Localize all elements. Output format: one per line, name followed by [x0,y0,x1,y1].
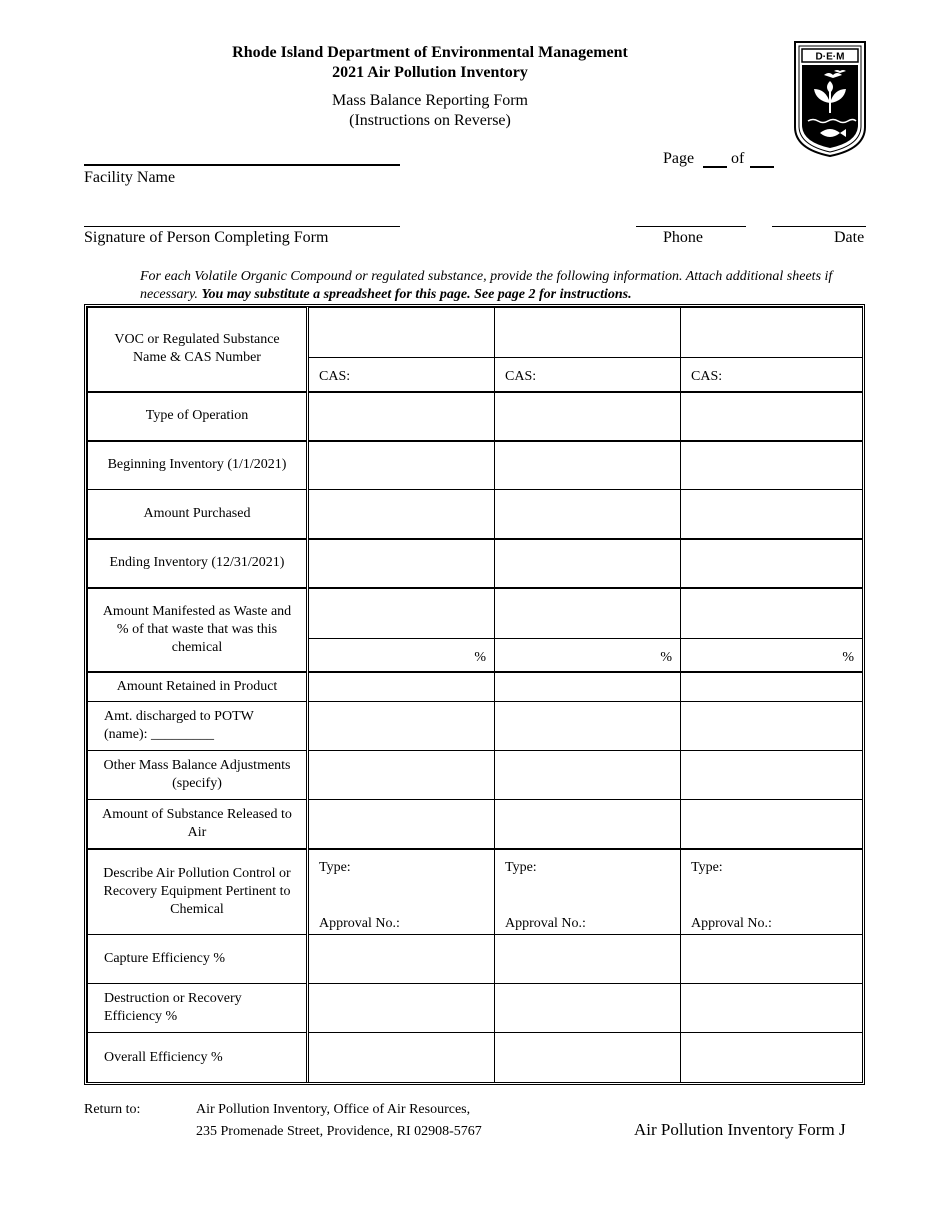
page-number-field[interactable] [703,166,727,168]
instructions-bold: You may substitute a spreadsheet for this page. See page 2 for instructions. [201,287,632,302]
inventory-title: 2021 Air Pollution Inventory [332,64,528,81]
entry-cell[interactable] [495,392,681,441]
cas-label: CAS: [505,369,537,384]
page-label: Page [663,150,695,167]
header-title-block [150,43,710,83]
facility-name-label: Facility Name [84,169,176,186]
signature-label: Signature of Person Completing Form [84,229,329,246]
entry-cell[interactable] [308,935,495,984]
table-row [88,751,863,800]
row-label-cell [88,441,308,490]
name-field[interactable] [681,308,862,358]
entry-cell[interactable] [308,800,495,849]
entry-cell[interactable] [308,392,495,441]
row-label-cell [88,1033,308,1083]
entry-cell[interactable] [681,751,863,800]
entry-cell[interactable] [308,441,495,490]
type-label: Type: [505,859,537,875]
type-label: Type: [691,859,723,875]
row-label: Other Mass Balance Adjustments (specify) [103,758,291,791]
entry-cell[interactable] [681,392,863,441]
entry-cell[interactable] [495,800,681,849]
waste-amount-field[interactable] [309,589,494,639]
phone-label: Phone [663,229,703,246]
entry-cell[interactable] [495,588,681,672]
return-to-label: Return to: [84,1102,141,1117]
entry-cell[interactable] [495,935,681,984]
page-total-field[interactable] [750,166,774,168]
entry-cell[interactable] [681,800,863,849]
entry-cell[interactable] [681,672,863,702]
table-row [88,702,863,751]
entry-cell[interactable] [681,308,863,392]
return-address [196,1099,482,1143]
row-label-cell [88,800,308,849]
entry-cell[interactable] [495,702,681,751]
approval-label: Approval No.: [691,915,772,931]
date-label: Date [834,229,865,246]
entry-cell[interactable] [681,702,863,751]
mass-balance-table [84,304,865,1085]
row-label: Amount Retained in Product [116,678,278,694]
name-field[interactable] [309,308,494,358]
agency-name: Rhode Island Department of Environmental Management [232,44,628,61]
table-row [88,1033,863,1083]
entry-cell[interactable] [681,441,863,490]
approval-label: Approval No.: [505,915,586,931]
table-row [88,800,863,849]
percent-label: % [474,649,486,665]
row-label-cell [88,849,308,935]
table-row [88,849,863,935]
entry-cell[interactable] [308,1033,495,1083]
instructions-italic: For each Volatile Organic Compound or regulated substance, provide the following information. Attach additional sheets if necessary. [140,269,833,302]
entry-cell[interactable] [495,849,681,935]
entry-cell[interactable] [681,539,863,588]
form-name: Air Pollution Inventory Form J [634,1120,846,1139]
form-note: (Instructions on Reverse) [349,112,511,129]
entry-cell[interactable] [308,672,495,702]
entry-cell[interactable] [495,490,681,539]
table-row [88,984,863,1033]
row-label-cell [88,588,308,672]
instructions-text [140,268,870,304]
entry-cell[interactable] [681,849,863,935]
row-label-cell [88,984,308,1033]
row-label: Amt. discharged to POTW (name): _________ [104,709,254,742]
waste-amount-field[interactable] [495,589,680,639]
entry-cell[interactable] [495,441,681,490]
row-label: Capture Efficiency % [104,951,226,966]
cas-label: CAS: [319,369,351,384]
header-subtitle-block [150,91,710,131]
row-label: Beginning Inventory (1/1/2021) [107,457,287,473]
table-row [88,935,863,984]
row-label-cell [88,308,308,392]
row-label: Describe Air Pollution Control or Recovery Equipment Pertinent to Chemical [103,865,291,917]
row-label: Amount of Substance Released to Air [102,806,292,840]
form-title: Mass Balance Reporting Form [332,92,528,109]
entry-cell[interactable] [495,539,681,588]
phone-line[interactable] [636,226,746,227]
table-row [88,392,863,441]
entry-cell[interactable] [681,588,863,672]
table-row [88,539,863,588]
row-label-cell [88,935,308,984]
date-line[interactable] [772,226,866,227]
table-row [88,441,863,490]
name-field[interactable] [495,308,680,358]
table-row [88,490,863,539]
entry-cell[interactable] [681,935,863,984]
entry-cell[interactable] [308,984,495,1033]
cas-label: CAS: [691,369,723,384]
entry-cell[interactable] [308,849,495,935]
entry-cell[interactable] [308,751,495,800]
facility-name-line[interactable] [84,164,400,166]
entry-cell[interactable] [495,1033,681,1083]
row-label-cell [88,702,308,751]
approval-label: Approval No.: [319,915,400,931]
dem-logo [794,41,866,157]
signature-line[interactable] [84,226,400,227]
return-address-line1: Air Pollution Inventory, Office of Air Resources, [196,1102,471,1117]
table-row [88,588,863,672]
of-label: of [731,150,745,167]
entry-cell[interactable] [495,751,681,800]
table-row [88,308,863,392]
entry-cell[interactable] [308,588,495,672]
row-label: Destruction or Recovery Efficiency % [104,991,242,1024]
waste-amount-field[interactable] [681,589,862,639]
percent-label: % [842,649,854,665]
entry-cell[interactable] [681,490,863,539]
row-label: Amount Manifested as Waste and % of that waste that was this chemical [102,603,292,655]
return-address-line2: 235 Promenade Street, Providence, RI 02908-5767 [196,1124,482,1139]
row-label: Type of Operation [145,408,249,423]
entry-cell[interactable] [681,1033,863,1083]
row-label-cell [88,672,308,702]
row-label: Amount Purchased [143,505,251,521]
row-label: VOC or Regulated Substance Name & CAS Number [114,332,280,366]
entry-cell[interactable] [308,490,495,539]
dem-seal-icon [794,41,866,157]
svg-text:D·E·M: D·E·M [815,51,845,63]
entry-cell[interactable] [495,308,681,392]
row-label: Overall Efficiency % [104,1049,223,1065]
row-label-cell [88,751,308,800]
entry-cell[interactable] [495,984,681,1033]
row-label-cell [88,539,308,588]
entry-cell[interactable] [308,308,495,392]
percent-label: % [660,649,672,665]
row-label: Ending Inventory (12/31/2021) [109,555,285,570]
entry-cell[interactable] [308,539,495,588]
mass-balance-grid [87,307,863,1083]
entry-cell[interactable] [681,984,863,1033]
table-row [88,672,863,702]
row-label-cell [88,392,308,441]
entry-cell[interactable] [495,672,681,702]
type-label: Type: [319,859,351,875]
entry-cell[interactable] [308,702,495,751]
row-label-cell [88,490,308,539]
